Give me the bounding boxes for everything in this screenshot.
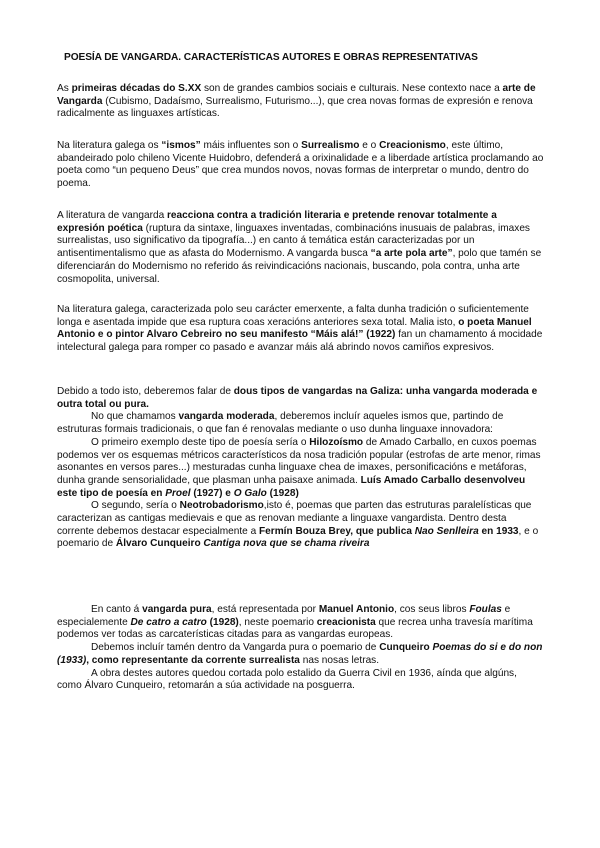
bold-text: vangarda moderada [178, 411, 275, 423]
text: nas nosas letras. [299, 654, 380, 666]
bold-text: arte de Vangarda [57, 83, 536, 107]
bold-text: Hilozoísmo [309, 436, 364, 448]
subparagraph-hilozoismo [57, 437, 544, 501]
text: , este último, abandeirado polo chileno Vicente Huidobro, defenderá a orixinalidade e a liberdade artística proclamando ao poeta como “un pequeno Deus” que crea mundos novos, novas formas de interpretar o mundo, dentro do poema. [57, 140, 544, 190]
text: , está representada por [211, 604, 319, 615]
text: Debido a todo isto, deberemos falar de [57, 386, 234, 397]
paragraph-literatura-galega [57, 304, 544, 355]
bold-text: vangarda pura [142, 604, 212, 615]
text: Debemos incluír tamén dentro da Vangarda pura o poemario de [91, 642, 380, 654]
paragraph-ismos [57, 140, 544, 191]
bold-text: Manuel Antonio [318, 604, 395, 615]
text: son de grandes cambios sociais e culturais. Nese contexto nace a [201, 83, 503, 94]
bold-italic-text: Nao Senlleira [414, 525, 479, 537]
paragraph-intro [57, 83, 544, 121]
text: , e o poemario de [57, 525, 539, 550]
subparagraph-guerra-civil: A obra destes autores quedou cortada polo estalido da Guerra Civil en 1936, aínda que algúns, como Álvaro Cunqueiro, retomarán a súa actividade na posguerra. [57, 667, 517, 692]
bold-text: en 1933 [478, 525, 519, 537]
bold-text: “a arte pola arte” [370, 248, 453, 260]
bold-text: Neotrobadorismo [179, 500, 264, 512]
bold-italic-text: De catro a catro [130, 616, 207, 628]
bold-italic-text: Foulas [469, 604, 502, 615]
text: de Amado Carballo, en cuxos poemas podemos ver os esquemas métricos característicos da nosa tradición popular (estrofas de arte menor, rimas asonantes en versos pares...) mesturadas cunha linguaxe chea de imaxes, personificacións e metáforas, dunha grande sensorialidade, que plasman unha paisaxe animada. [57, 436, 541, 486]
paragraph-vangarda-pura [57, 604, 544, 693]
text: No que chamamos [91, 411, 179, 423]
text: e especialemente [57, 604, 511, 628]
bold-italic-text: O Galo [233, 487, 267, 499]
bold-text: Fermín Bouza Brey, que publica [259, 525, 415, 537]
bold-text: Álvaro Cunqueiro [115, 538, 201, 550]
text: Na literatura galega, caracterizada polo seu carácter emerxente, a falta dunha tradición o suficientemente longa e asentada impide que esa ruptura coas xeracións anteriores sexa total. Malia isto, [57, 304, 529, 328]
bold-text: , como representante da corrente surrealista [86, 654, 300, 666]
paragraph-reaccion [57, 210, 544, 286]
text-line [57, 386, 537, 410]
text: , neste poemario [238, 616, 317, 628]
text: , cos seus libros [394, 604, 470, 615]
text: e o [359, 140, 380, 151]
text: O segundo, sería o [91, 500, 180, 512]
text: En canto á [91, 604, 143, 615]
bold-text: Luís Amado Carballo desenvolveu este tipo de poesía en [57, 474, 526, 499]
text: , polo que tamén se diferenciarán do Modernismo no referido ás reivindicacións nacionais, buscando, pola contra, unha arte cosmopolita, universal. [57, 248, 542, 285]
bold-text: Cunqueiro [379, 642, 430, 654]
bold-italic-text: Poemas do si e do non (1933) [57, 642, 543, 666]
subparagraph-manuel-antonio [57, 604, 544, 642]
bold-text: Surrealismo [301, 140, 360, 151]
text: (Cubismo, Dadaísmo, Surrealismo, Futurismo...), que crea novas formas de expresión e renova radicalmente as linguaxes artísticas. [57, 95, 533, 120]
bold-text: primeiras décadas do S.XX [71, 83, 202, 94]
document-title: POESÍA DE VANGARDA. CARACTERÍSTICAS AUTORES E OBRAS REPRESENTATIVAS [64, 52, 478, 63]
bold-text: creacionista [316, 616, 376, 628]
bold-italic-text: Cantiga nova que se chama riveira [200, 538, 370, 550]
bold-text: Creacionismo [379, 140, 446, 151]
bold-text: (1927) e [190, 487, 234, 499]
text: , deberemos incluír aqueles ismos que, partindo de estruturas formais tradicionais, o que fan é renovalas mediante o uso dunha linguaxe innovadora: [57, 411, 504, 436]
bold-text: reacciona contra a tradición literaria e pretende renovar totalmente a expresión poética [57, 210, 497, 234]
bold-text: (1928) [266, 487, 299, 499]
text: (ruptura da sintaxe, linguaxes inventadas, combinacións inusuais de palabras, imaxes surrealistas, uso significativo da tipografía...) en canto á temática están caracterizadas por un antisentimentalismo que as afasta do Modernismo. A vangarda busca [57, 222, 530, 260]
paragraph-tipos-vangarda [57, 386, 544, 551]
text: fan un chamamento á mocidade intelectural galega para romper co pasado e avanzar máis alá abrindo novos camiños expresivos. [57, 329, 543, 354]
bold-text: “ismos” [161, 140, 201, 151]
text: As [57, 83, 72, 94]
bold-text: (1928) [206, 616, 239, 628]
text: máis influentes son o [200, 140, 302, 151]
text: A literatura de vangarda [57, 210, 167, 221]
text: que recrea unha travesía marítima podemos ver todas as carcaterísticas citadas para as vangardas europeas. [57, 616, 533, 641]
subparagraph-moderada [57, 411, 544, 436]
bold-italic-text: Proel [165, 487, 191, 499]
text: Na literatura galega os [57, 140, 162, 151]
text: ,isto é, poemas que parten das estruturas paralelísticas que caracterizan as cantigas medievais e que as renovan mediante a linguaxe vangardista. Dentro desta corrente debemos destacar especialmente a [57, 500, 532, 537]
subparagraph-neotrobadorismo [57, 500, 544, 551]
bold-text: dous tipos de vangardas na Galiza: unha vangarda moderada e outra total ou pura. [57, 386, 538, 410]
text: O primeiro exemplo deste tipo de poesía sería o [91, 436, 310, 448]
subparagraph-cunqueiro [57, 642, 544, 667]
bold-text: o poeta Manuel Antonio e o pintor Alvaro Cebreiro no seu manifesto “Máis alá!” (1922) [57, 316, 532, 341]
